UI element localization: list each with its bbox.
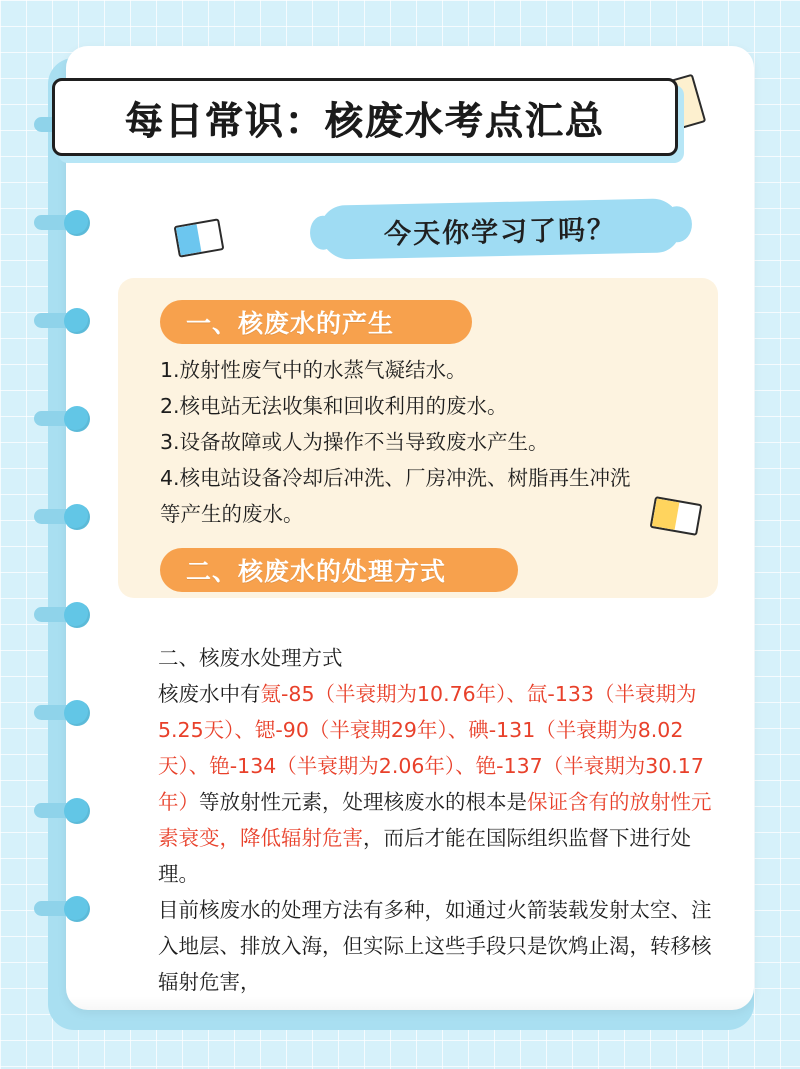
- page-title: 每日常识：核废水考点汇总: [124, 98, 605, 143]
- section-two-heading-label: 二、核废水的处理方式: [186, 557, 447, 586]
- section-two-body: [158, 640, 718, 1000]
- paragraph-suffix: ，而后才能在国际组织监督下进行处理。: [158, 826, 691, 886]
- spiral-ring: [34, 798, 92, 824]
- list-item: 1.放射性废气中的水蒸气凝结水。: [160, 358, 467, 382]
- spiral-ring: [34, 406, 92, 432]
- section-one-heading-label: 一、核废水的产生: [186, 309, 395, 338]
- list-item: 4.核电站设备冷却后冲洗、厂房冲洗、树脂再生冲洗: [160, 466, 631, 490]
- spiral-ring: [34, 210, 92, 236]
- list-item: 3.设备故障或人为操作不当导致废水产生。: [160, 430, 549, 454]
- spiral-ring: [34, 504, 92, 530]
- spiral-ring: [34, 896, 92, 922]
- section-one-heading-pill: [160, 300, 472, 344]
- title-banner: [52, 78, 678, 156]
- spiral-ring: [34, 308, 92, 334]
- paragraph-highlight-principle: 保证含有的放射性元素衰变，降低辐射危害: [158, 790, 712, 850]
- spiral-ring: [34, 602, 92, 628]
- paragraph-middle: 等放射性元素，处理核废水的根本是: [199, 790, 527, 814]
- section-two-heading-pill: [160, 548, 518, 592]
- page-subtitle: 今天你学习了吗？: [383, 214, 617, 250]
- paragraph-prefix: 核废水中有: [158, 682, 261, 706]
- list-item: 2.核电站无法收集和回收利用的废水。: [160, 394, 508, 418]
- section-two-paragraph-two: 目前核废水的处理方法有多种，如通过火箭装载发射太空、注入地层、排放入海，但实际上这些手段只是饮鸩止渴，转移核辐射危害，: [158, 898, 712, 994]
- section-one-list: [160, 352, 730, 532]
- section-two-subheading: 二、核废水处理方式: [158, 646, 343, 670]
- title-banner-wrapper: [52, 78, 677, 156]
- spiral-ring: [34, 700, 92, 726]
- list-item: 等产生的废水。: [160, 502, 304, 526]
- paragraph-highlight-isotopes: 氪-85（半衰期为10.76年）、氙-133（半衰期为5.25天）、锶-90（半衰期29年）、碘-131（半衰期为8.02天）、铯-134（半衰期为2.06年）、铯-137（半衰期为30.17年）: [158, 682, 704, 814]
- section-two-paragraph-one: [158, 676, 718, 892]
- subtitle-wrapper: [320, 196, 680, 262]
